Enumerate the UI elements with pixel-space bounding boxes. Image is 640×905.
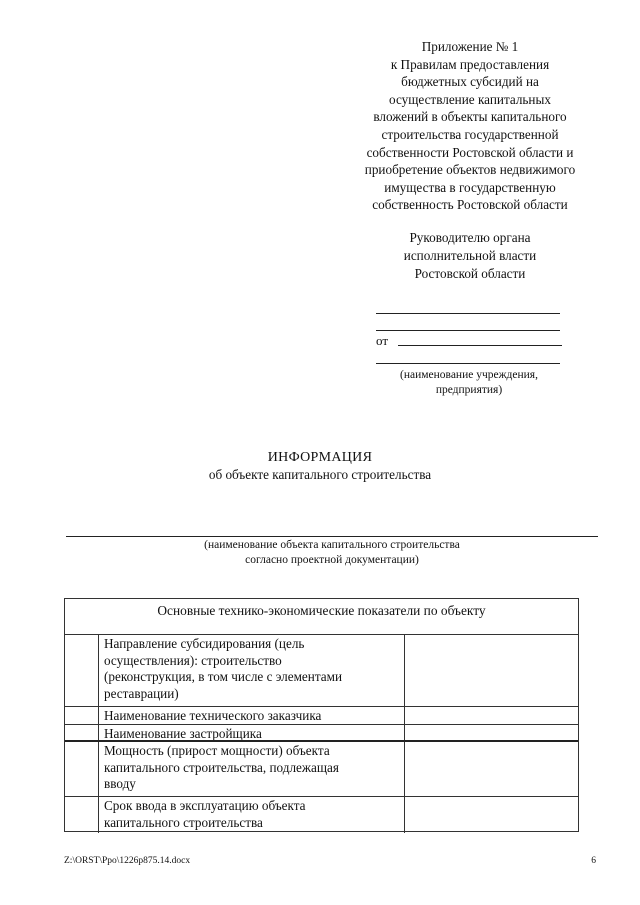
row-value-cell [406, 797, 578, 833]
table-header: Основные технико-экономические показатели по объекту [157, 603, 486, 618]
row-value-cell [406, 635, 578, 706]
appendix-line: собственность Ростовской области [372, 197, 568, 213]
footer-file-path: Z:\ORST\Ppo\1226p875.14.docx [64, 856, 191, 866]
row-label: Направление субсидирования (цель осуществления): строительство (реконструкция, в том числе с элементами реставрации) [99, 635, 405, 706]
appendix-header [340, 38, 600, 214]
appendix-line: строительства государственной [381, 126, 559, 142]
recipient-blank-line-3 [376, 363, 560, 364]
row-number-cell [65, 742, 99, 796]
row-label: Срок ввода в эксплуатацию объекта капитального строительства [99, 797, 405, 833]
from-blank-line [398, 345, 562, 346]
table-row [65, 796, 578, 833]
object-name-blank-line [66, 536, 598, 537]
appendix-line: бюджетных субсидий на [401, 74, 539, 90]
recipient-caption-line: (наименование учреждения, [400, 369, 538, 381]
row-number-cell [65, 707, 99, 724]
recipient-blank-line-2 [376, 330, 560, 331]
recipient-line: Ростовской области [414, 266, 526, 281]
recipient-caption-line: предприятия) [435, 384, 503, 396]
from-row [376, 333, 562, 349]
row-value-cell [406, 725, 578, 741]
appendix-line: вложений в объекты капитального [373, 109, 567, 125]
row-label: Наименование технического заказчика [99, 707, 405, 724]
from-label: от [376, 333, 389, 348]
object-caption-line: согласно проектной документации) [245, 554, 419, 566]
object-name-caption [66, 538, 598, 568]
object-caption-line: (наименование объекта капитального строительства [204, 539, 460, 551]
appendix-line: осуществление капитальных [389, 91, 551, 107]
recipient-block [340, 229, 600, 283]
recipient-caption [376, 368, 562, 398]
table-row [65, 740, 578, 796]
recipient-blank-line-1 [376, 313, 560, 314]
row-number-cell [65, 635, 99, 706]
footer-page-number: 6 [591, 856, 596, 866]
indicators-table [64, 598, 579, 832]
table-row [65, 634, 578, 706]
row-label: Мощность (прирост мощности) объекта капитального строительства, подлежащая вводу [99, 742, 405, 796]
appendix-line: имущества в государственную [384, 179, 556, 195]
row-label: Наименование застройщика [99, 725, 405, 741]
appendix-line: к Правилам предоставления [390, 56, 550, 72]
row-value-cell [406, 707, 578, 724]
appendix-line: собственности Ростовской области и [366, 144, 574, 160]
appendix-line: Приложение № 1 [421, 39, 519, 54]
document-subtitle: об объекте капитального строительства [208, 467, 432, 482]
row-number-cell [65, 725, 99, 741]
table-row [65, 706, 578, 724]
row-number-cell [65, 797, 99, 833]
document-title: ИНФОРМАЦИЯ [267, 450, 373, 465]
appendix-line: приобретение объектов недвижимого [364, 162, 576, 178]
recipient-line: Руководителю органа [409, 230, 531, 245]
row-value-cell [406, 742, 578, 796]
recipient-line: исполнительной власти [403, 248, 537, 263]
table-row [65, 724, 578, 741]
